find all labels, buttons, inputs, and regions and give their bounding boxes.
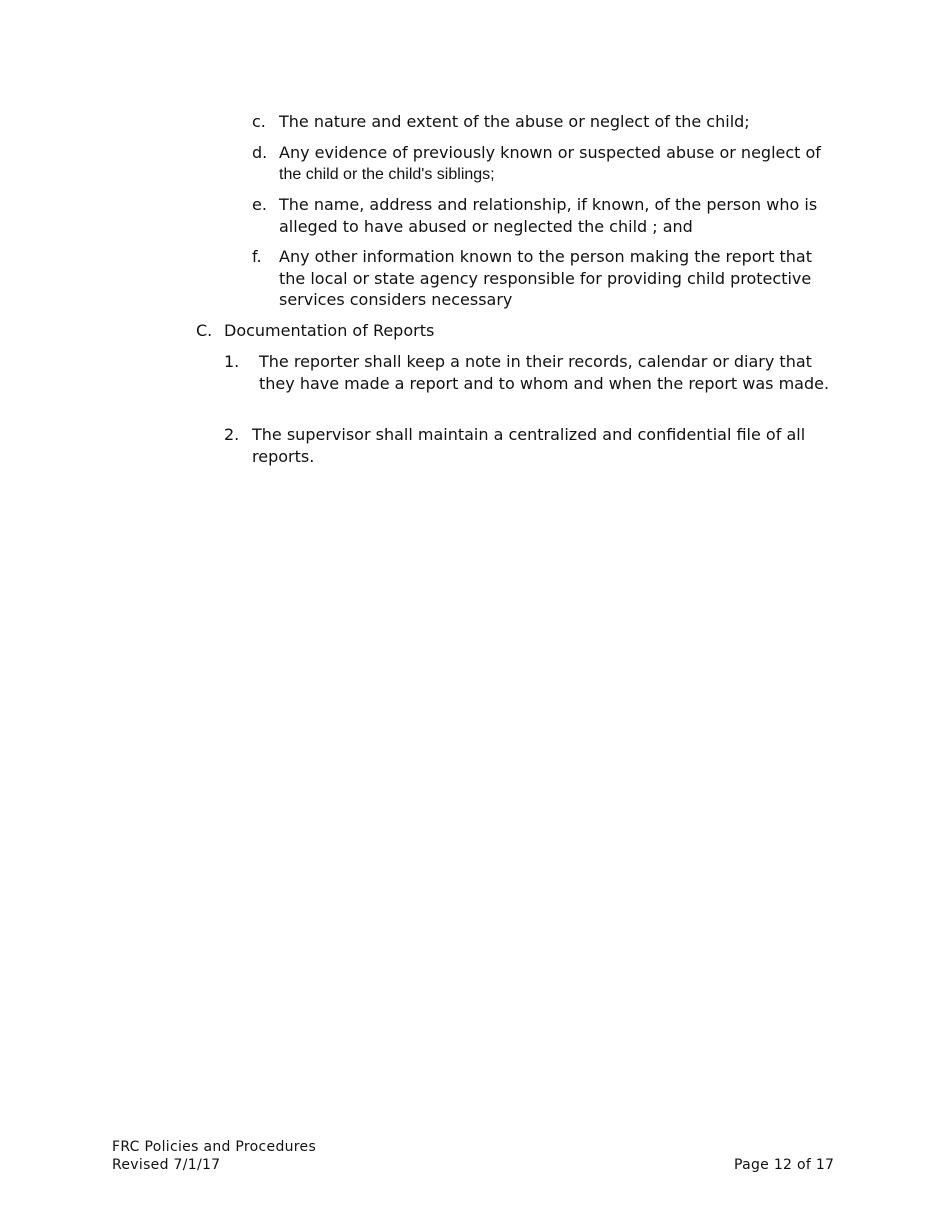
footer-revised: Revised 7/1/17 [112, 1157, 221, 1173]
list-item-text: Any evidence of previously known or suspected abuse or neglect of [279, 143, 821, 162]
numbered-item-1 [224, 351, 839, 394]
list-marker: c. [252, 112, 266, 131]
list-marker: 2. [224, 425, 240, 444]
list-item-text: The nature and extent of the abuse or neglect of the child; [279, 112, 750, 131]
list-marker: d. [252, 143, 268, 162]
list-item-text: The name, address and relationship, if known, of the person who is alleged to have abused or neglected the child ; and [279, 195, 818, 236]
list-marker: e. [252, 195, 267, 214]
numbered-item-2 [224, 424, 852, 467]
footer-title: FRC Policies and Procedures [112, 1139, 317, 1155]
footer-page-number: Page 12 of 17 [734, 1157, 835, 1173]
list-item-d [252, 142, 879, 185]
list-marker: f. [252, 247, 262, 266]
list-item-text: Any other information known to the person making the report that the local or state agency responsible for providing child protective services considers necessary [279, 247, 812, 310]
list-item-f [252, 246, 839, 311]
section-marker: C. [196, 321, 213, 340]
numbered-item-text: The supervisor shall maintain a centralized and confidential file of all reports. [252, 425, 806, 466]
list-item-text-continued: the child or the child's siblings; [279, 165, 495, 183]
section-heading [196, 320, 624, 342]
section-title: Documentation of Reports [224, 321, 435, 340]
list-item-c [252, 111, 879, 133]
numbered-item-text: The reporter shall keep a note in their records, calendar or diary that they have made a report and to whom and when the report was made. [259, 352, 830, 393]
list-item-e [252, 194, 859, 237]
list-marker: 1. [224, 352, 240, 371]
